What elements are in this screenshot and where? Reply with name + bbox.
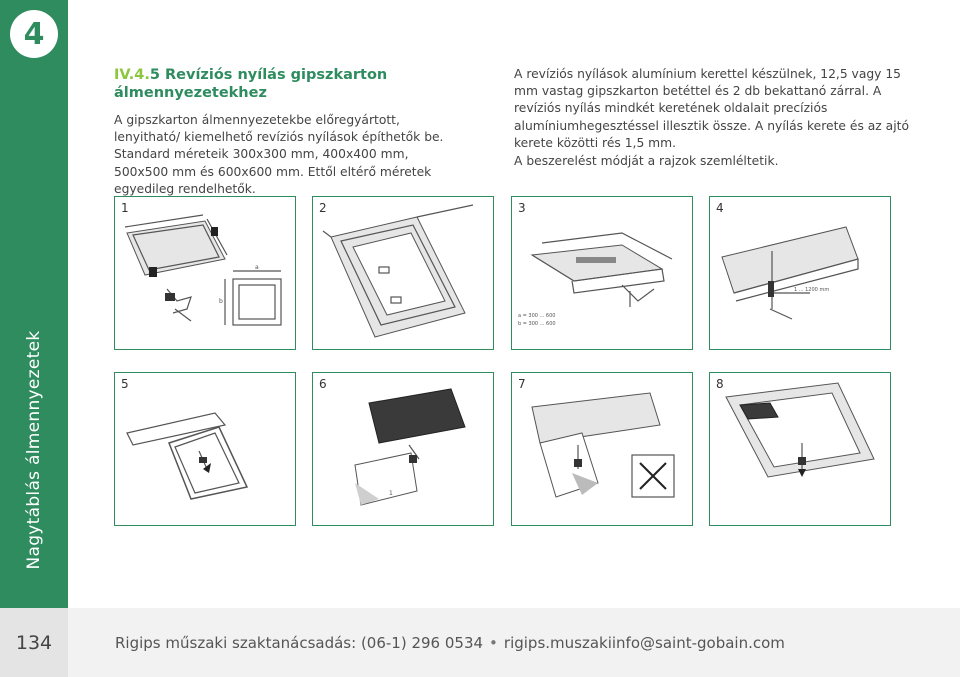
svg-text:b = 300 ... 600: b = 300 ... 600 [518,321,556,327]
intro-right-paragraph-2: A beszerelést módját a rajzok szemléltetik. [514,154,779,169]
svg-text:a = 300 ... 600: a = 300 ... 600 [518,313,556,319]
footer-email-link[interactable]: rigips.muszakiinfo@saint-gobain.com [503,634,785,652]
figure-5-number: 5 [121,377,129,391]
frame-dimensions-drawing [115,197,295,349]
figure-2-number: 2 [319,201,327,215]
chapter-sidebar [0,0,68,608]
figure-7-number: 7 [518,377,526,391]
section-number: IV.4. [114,67,150,83]
panel-insertion-drawing [313,373,493,525]
intro-right-column [514,66,914,170]
figure-8 [709,372,891,526]
footer-separator: • [489,634,498,652]
svg-text:a: a [255,264,259,271]
figure-1 [114,196,296,350]
figure-6 [312,372,494,526]
svg-text:1: 1 [389,490,393,497]
hatch-lifting-drawing [710,373,890,525]
figure-4-number: 4 [716,201,724,215]
intro-left-paragraph: A gipszkarton álmennyezetekbe előregyártott, lenyitható/ kiemelhető revíziós nyílások építhetők be. Standard méreteik 300x300 mm, 400x400 mm, 500x500 mm és 600x600 mm. Ettől eltérő méretek egyedileg rendelhetők. [114,113,444,196]
svg-text:b: b [219,298,223,305]
frame-section-drawing [512,197,692,349]
footer-contact [115,634,785,652]
section-title-text: 5 Revíziós nyílás gipszkarton álmennyezetekhez [114,67,388,101]
figure-6-number: 6 [319,377,327,391]
figure-7 [511,372,693,526]
figure-4 [709,196,891,350]
figure-3-number: 3 [518,201,526,215]
intro-right-paragraph-1: A revíziós nyílások alumínium kerettel készülnek, 12,5 vagy 15 mm vastag gipszkarton betéttel és 2 db bekattanó zárral. A revíziós nyílás mindkét keretének oldalait precíziós alumíniumhegesztéssel illesztik össze. A nyílás kerete és az ajtó kerete közötti rés 1,5 mm. [514,67,909,150]
sidebar-vertical-title: Nagytáblás álmennyezetek [24,330,44,570]
opened-hatch-drawing [313,197,493,349]
section-title [114,66,454,102]
page-number: 134 [0,608,68,677]
footer-hotline: Rigips műszaki szaktanácsadás: (06-1) 296 0534 [115,634,484,652]
figure-8-number: 8 [716,377,724,391]
figure-3 [511,196,693,350]
figure-5 [114,372,296,526]
figure-2 [312,196,494,350]
incorrect-handling-drawing [512,373,692,525]
figure-1-number: 1 [121,201,129,215]
chapter-number-badge: 4 [10,10,58,58]
ceiling-mounting-drawing [710,197,890,349]
svg-text:1 ... 1200 mm: 1 ... 1200 mm [794,287,830,293]
hatch-install-drawing [115,373,295,525]
